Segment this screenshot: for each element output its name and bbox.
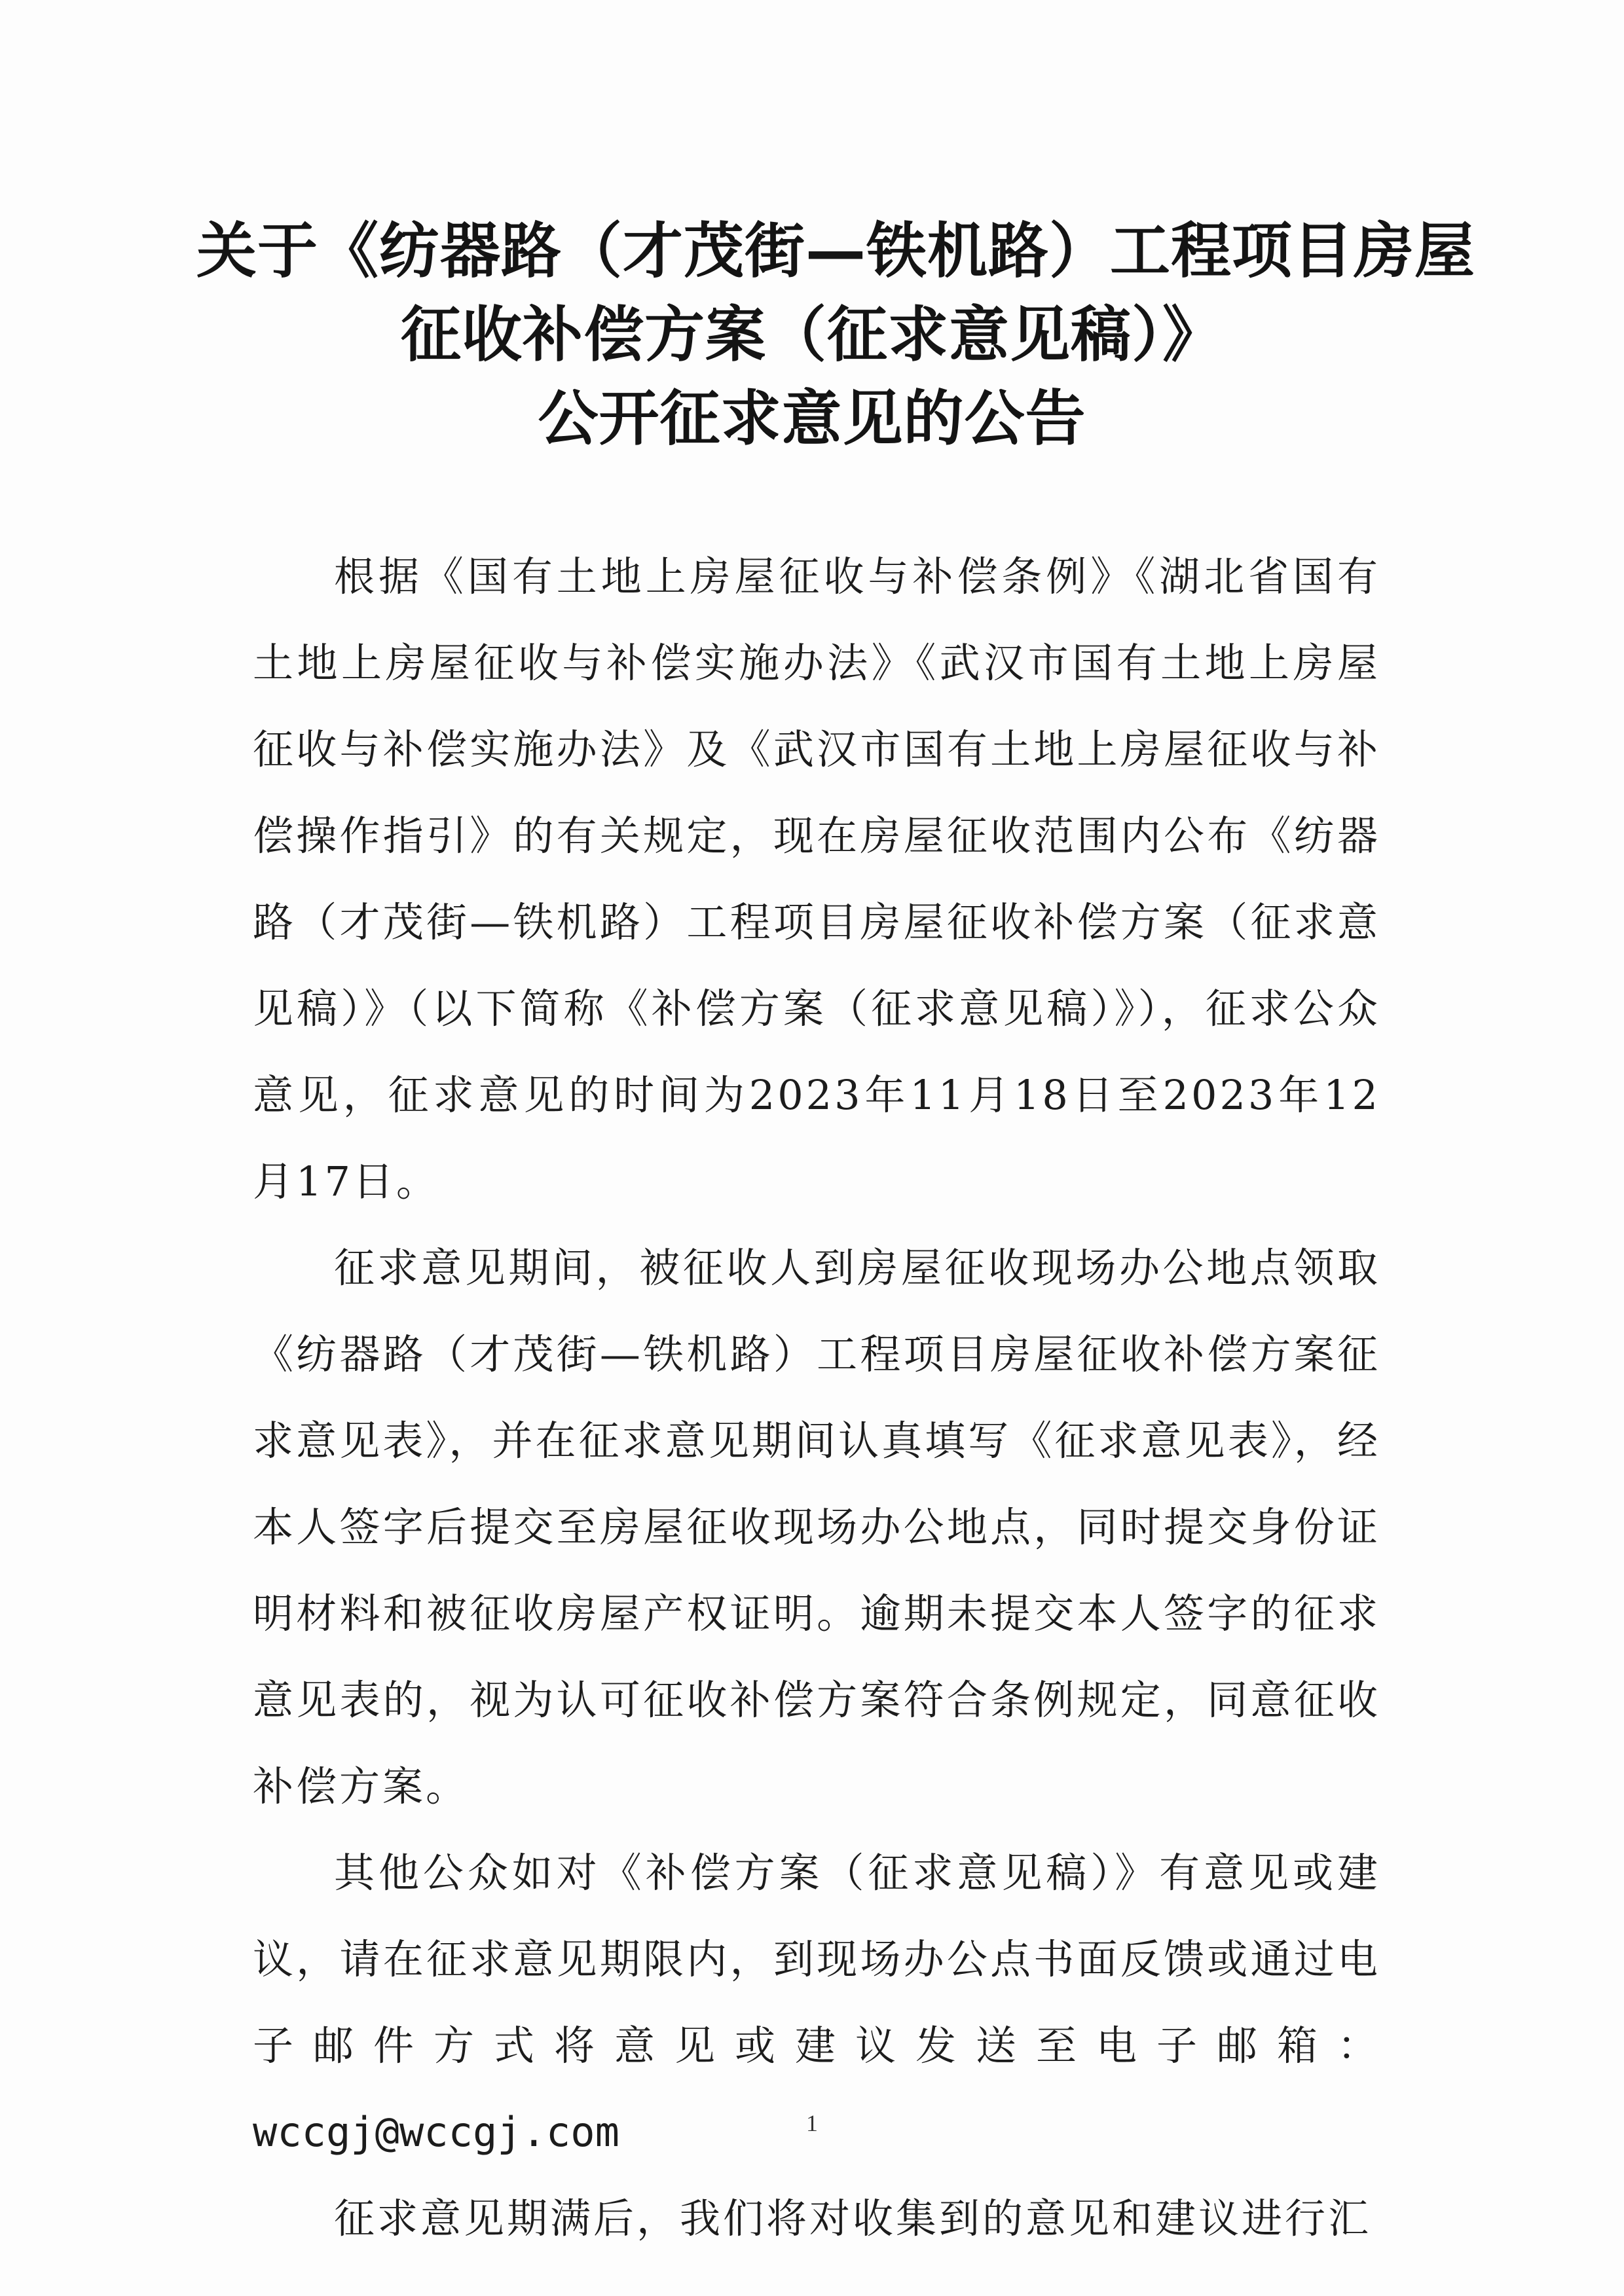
paragraph-legal-basis: 根据《国有土地上房屋征收与补偿条例》《湖北省国有土地上房屋征收与补偿实施办法》《武汉市国有土地上房屋征收与补偿实施办法》及《武汉市国有土地上房屋征收与补偿操作指引》的有关规定，现在房屋征收范围内公布《纺器路（才茂街—铁机路）工程项目房屋征收补偿方案（征求意见稿）》（以下简称《补偿方案（征求意见稿）》），征求公众意见，征求意见的时间为2023年11月18日至2023年12月17日。 bbox=[253, 553, 1380, 1205]
paragraph-submission-procedure: 征求意见期间，被征收人到房屋征收现场办公地点领取《纺器路（才茂街—铁机路）工程项目房屋征收补偿方案征求意见表》，并在征求意见期间认真填写《征求意见表》，经本人签字后提交至房屋征收现场办公地点，同时提交身份证明材料和被征收房屋产权证明。逾期未提交本人签字的征求意见表的，视为认可征收补偿方案符合条例规定，同意征收补偿方案。 bbox=[253, 1244, 1380, 1810]
title-line-2: 征收补偿方案（征求意见稿）》 bbox=[400, 300, 1223, 370]
paragraph-after-period: 征求意见期满后，我们将对收集到的意见和建议进行汇 bbox=[334, 2195, 1372, 2242]
title-line-1: 关于《纺器路（才茂街—铁机路）工程项目房屋 bbox=[196, 216, 1476, 286]
page-number: 1 bbox=[806, 2110, 818, 2136]
title-line-3: 公开征求意见的公告 bbox=[538, 384, 1086, 454]
feedback-email-address: wccgj@wccgj.com bbox=[253, 2108, 619, 2156]
public-feedback-text: 其他公众如对《补偿方案（征求意见稿）》有意见或建议，请在征求意见期限内，到现场办公点书面反馈或通过电子邮件方式将意见或建议发送至电子邮箱： bbox=[253, 1849, 1380, 2069]
notice-body bbox=[253, 534, 1380, 2262]
notice-title bbox=[196, 210, 1476, 461]
